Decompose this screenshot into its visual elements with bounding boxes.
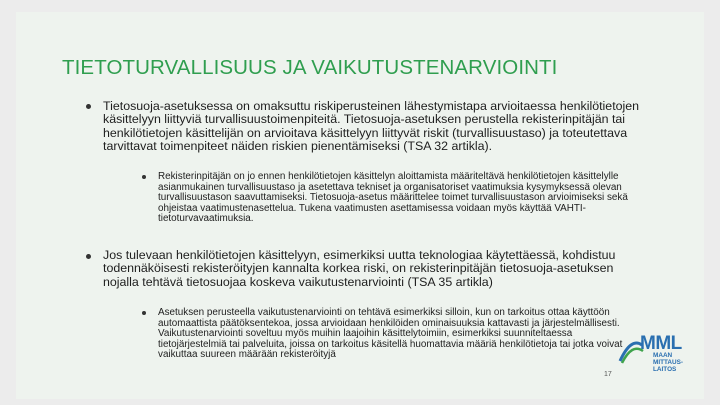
bullet-marker [86, 104, 91, 109]
bullet-text: Jos tulevaan henkilötietojen käsittelyyn, esimerkiksi uutta teknologiaa käytettäessä, kohdistuu todennäköisesti rekisteröityjen kannalta korkea riski, on rekisterinpitäjän tietosuoja-asetuksen nojalla tehtävä tietosuojaa koskeva vaikutustenarviointi (TSA 35 artikla) [103, 248, 616, 289]
mml-logo [618, 333, 688, 377]
page-number: 17 [604, 371, 612, 378]
logo-name: MAAN MITTAUS- LAITOS [653, 352, 684, 373]
sub-bullet-text: Rekisterinpitäjän on jo ennen henkilötietojen käsittelyn aloittamista määriteltävä henkilötietojen käsittelylle asianmukainen turvallisuustaso ja asetettava tekniset ja organisatoriset vaatimuksia kysymyksessä olevan turvallisuustason saavuttamiseksi. Tietosuoja-asetus määrittelee toimet turvallisuustason arvioimiseksi sekä ohjeistaa vaatimustenasettelua. Tukena vaatimusten asettamisessa voidaan myös käyttää VAHTI-tietoturvavaatimuksia. [158, 171, 628, 225]
slide-title: TIETOTURVALLISUUS JA VAIKUTUSTENARVIOINTI [62, 56, 558, 79]
sub-bullet-marker [142, 175, 146, 179]
bullet-marker [86, 254, 91, 259]
bullet-text: Tietosuoja-asetuksessa on omaksuttu riskiperusteinen lähestymistapa arvioitaessa henkilötietojen käsittelyyn liittyviä turvallisuustoimenpiteitä. Tietosuoja-asetuksen perustella rekisterinpitäjän tai henkilötietojen käsittelijän on arvioitava käsittelyyn liittyvät riskit (turvallisuustaso) ja toteutettava tarvittavat toimenpiteet näiden riskien pienentämiseksi (TSA 32 artikla). [103, 99, 640, 154]
sub-bullet-marker [142, 311, 146, 315]
logo-abbreviation: MML [640, 333, 682, 354]
sub-bullet-text: Asetuksen perusteella vaikutustenarviointi on tehtävä esimerkiksi silloin, kun on tarkoitus ottaa käyttöön automaattista päätöksentekoa, jossa arvioidaan henkilöiden ominaisuuksia kattavasti ja järjestelmällisesti. Vaikutustenarviointi soveltuu myös muihin laajoihin käsittelytoimiin, esimerkiksi suunniteltaessa tietojärjestelmiä tai palveluita, joissa on tarkoitus käsitellä huomattavia määriä henkilötietoja tai jotka voivat vaikuttaa suureen määrään rekisteröityjä [158, 307, 623, 361]
